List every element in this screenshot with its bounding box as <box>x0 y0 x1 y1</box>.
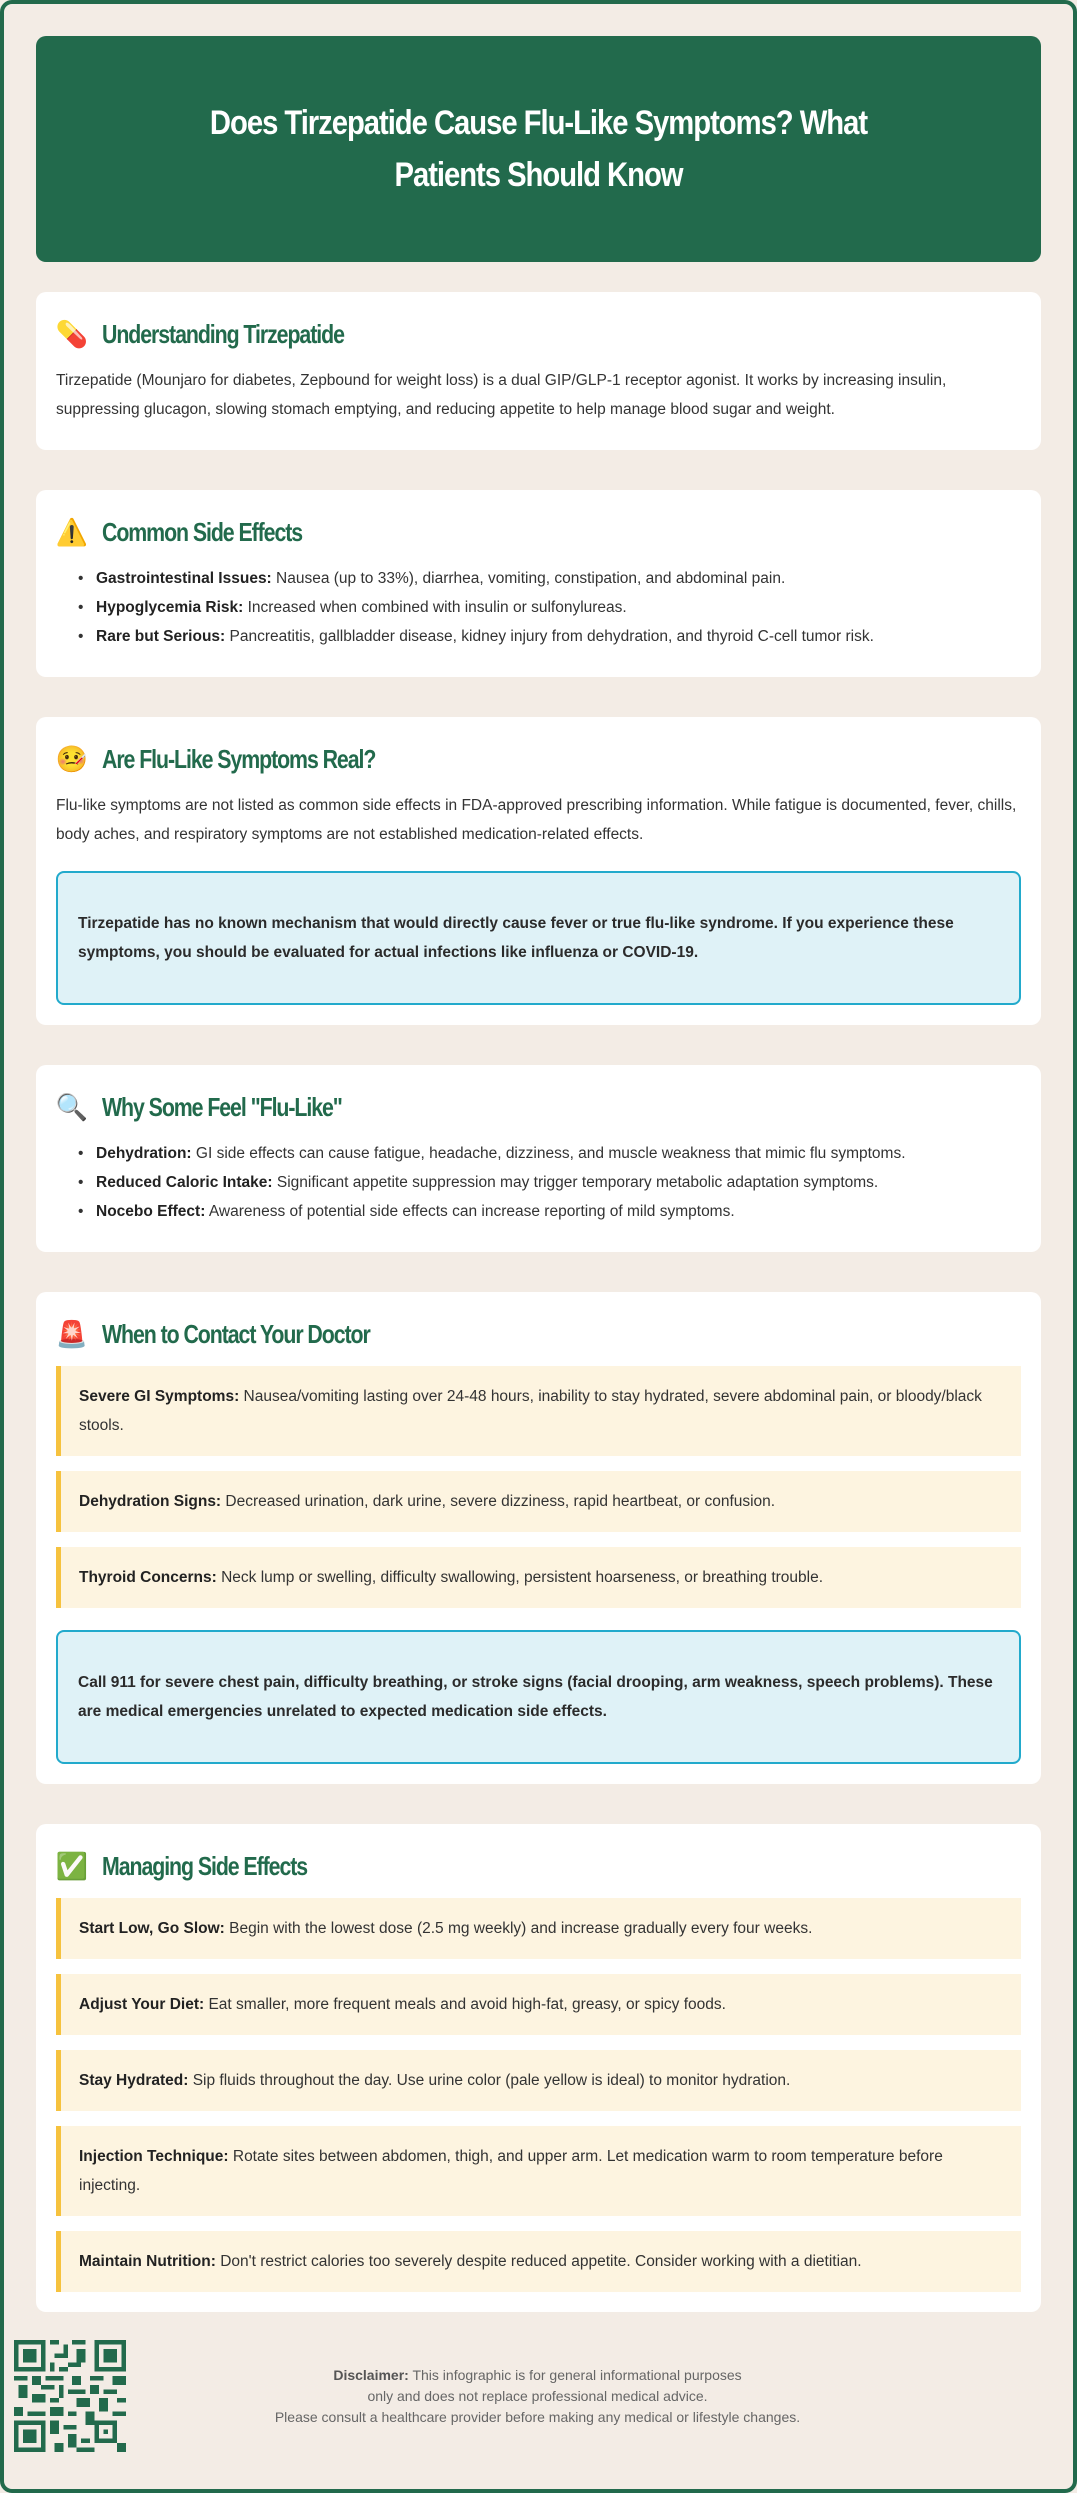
disclaimer-text: only and does not replace professional medical advice. <box>367 2387 708 2404</box>
section-common-side-effects <box>36 490 1041 677</box>
list-item <box>78 593 1021 622</box>
warning-icon: ⚠️ <box>55 517 89 547</box>
list-item <box>78 622 1021 651</box>
bullet-list <box>56 564 1021 651</box>
note-label: Stay Hydrated: <box>79 2072 189 2089</box>
item-text: Significant appetite suppression may trigger temporary metabolic adaptation symptoms. <box>272 1174 879 1191</box>
note-text: Decreased urination, dark urine, severe dizziness, rapid heartbeat, or confusion. <box>221 1493 776 1510</box>
tip-note <box>56 2050 1021 2111</box>
section-flu-like-real <box>36 717 1041 1025</box>
footer <box>8 2326 1069 2466</box>
sick-face-icon: 🤒 <box>55 744 89 774</box>
section-body: Tirzepatide (Mounjaro for diabetes, Zepbound for weight loss) is a dual GIP/GLP-1 receptor agonist. It works by increasing insulin, suppressing glucagon, slowing stomach emptying, and reducing appetite to help manage blood sugar and weight. <box>56 372 947 418</box>
note-label: Dehydration Signs: <box>79 1493 222 1510</box>
note-label: Injection Technique: <box>79 2148 229 2165</box>
section-heading: Common Side Effects <box>102 516 303 547</box>
list-item <box>78 1168 1021 1197</box>
tip-note <box>56 2126 1021 2216</box>
disclaimer <box>126 2365 1069 2428</box>
note-label: Severe GI Symptoms: <box>79 1388 240 1405</box>
item-text: Nausea (up to 33%), diarrhea, vomiting, constipation, and abdominal pain. <box>271 570 786 587</box>
item-label: Reduced Caloric Intake: <box>96 1174 273 1191</box>
hero-banner <box>36 36 1041 262</box>
tip-note <box>56 2231 1021 2292</box>
section-body: Flu-like symptoms are not listed as common side effects in FDA-approved prescribing information. While fatigue is documented, fever, chills, body aches, and respiratory symptoms are not established medication-related effects. <box>56 797 1017 843</box>
item-text: GI side effects can cause fatigue, headache, dizziness, and muscle weakness that mimic flu symptoms. <box>191 1145 906 1162</box>
disclaimer-text: Please consult a healthcare provider before making any medical or lifestyle changes. <box>274 2408 801 2425</box>
item-label: Nocebo Effect: <box>96 1203 206 1220</box>
item-text: Increased when combined with insulin or sulfonylureas. <box>243 599 627 616</box>
section-understanding <box>36 292 1041 450</box>
pill-icon: 💊 <box>55 319 89 349</box>
section-heading: Understanding Tirzepatide <box>102 318 344 349</box>
section-managing-side-effects <box>36 1824 1041 2312</box>
section-heading: Why Some Feel "Flu-Like" <box>102 1091 342 1122</box>
info-callout: Tirzepatide has no known mechanism that would directly cause fever or true flu-like syndrome. If you experience these symptoms, you should be evaluated for actual infections like influenza or COVID-19. <box>56 871 1021 1005</box>
note-label: Maintain Nutrition: <box>79 2253 216 2270</box>
note-text: Nausea/vomiting lasting over 24-48 hours, inability to stay hydrated, severe abdominal pain, or bloody/black stools. <box>79 1388 982 1434</box>
warning-note <box>56 1366 1021 1456</box>
page-title: Does Tirzepatide Cause Flu-Like Symptoms? What Patients Should Know <box>209 104 868 194</box>
note-text: Begin with the lowest dose (2.5 mg weekly) and increase gradually every four weeks. <box>224 1920 813 1937</box>
list-item <box>78 1197 1021 1226</box>
note-label: Start Low, Go Slow: <box>79 1920 225 1937</box>
magnifier-icon: 🔍 <box>55 1092 89 1122</box>
item-text: Awareness of potential side effects can increase reporting of mild symptoms. <box>205 1203 735 1220</box>
note-label: Thyroid Concerns: <box>79 1569 217 1586</box>
tip-note <box>56 1898 1021 1959</box>
section-heading: Are Flu-Like Symptoms Real? <box>102 743 376 774</box>
siren-icon: 🚨 <box>55 1319 89 1349</box>
section-contact-doctor <box>36 1292 1041 1784</box>
note-text: Don't restrict calories too severely despite reduced appetite. Consider working with a dietitian. <box>215 2253 862 2270</box>
emergency-callout: Call 911 for severe chest pain, difficulty breathing, or stroke signs (facial drooping, arm weakness, speech problems). These are medical emergencies unrelated to expected medication side effects. <box>56 1630 1021 1764</box>
disclaimer-label: Disclaimer: <box>333 2366 409 2383</box>
item-label: Hypoglycemia Risk: <box>96 599 244 616</box>
item-label: Gastrointestinal Issues: <box>96 570 272 587</box>
note-text: Sip fluids throughout the day. Use urine color (pale yellow is ideal) to monitor hydration. <box>188 2072 791 2089</box>
warning-note <box>56 1547 1021 1608</box>
list-item <box>78 564 1021 593</box>
disclaimer-text: This infographic is for general informational purposes <box>408 2366 742 2383</box>
note-text: Neck lump or swelling, difficulty swallowing, persistent hoarseness, or breathing trouble. <box>216 1569 824 1586</box>
bullet-list <box>56 1139 1021 1226</box>
list-item <box>78 1139 1021 1168</box>
item-label: Dehydration: <box>96 1145 192 1162</box>
qr-code-icon[interactable] <box>14 2340 126 2452</box>
item-text: Pancreatitis, gallbladder disease, kidney injury from dehydration, and thyroid C-cell tumor risk. <box>225 628 874 645</box>
section-why-flu-like <box>36 1065 1041 1252</box>
note-text: Eat smaller, more frequent meals and avoid high-fat, greasy, or spicy foods. <box>204 1996 726 2013</box>
tip-note <box>56 1974 1021 2035</box>
section-heading: When to Contact Your Doctor <box>102 1318 370 1349</box>
warning-note <box>56 1471 1021 1532</box>
section-heading: Managing Side Effects <box>102 1850 308 1881</box>
note-label: Adjust Your Diet: <box>79 1996 205 2013</box>
check-box-icon: ✅ <box>55 1851 89 1881</box>
note-text: Rotate sites between abdomen, thigh, and upper arm. Let medication warm to room temperature before injecting. <box>79 2148 943 2194</box>
item-label: Rare but Serious: <box>96 628 226 645</box>
